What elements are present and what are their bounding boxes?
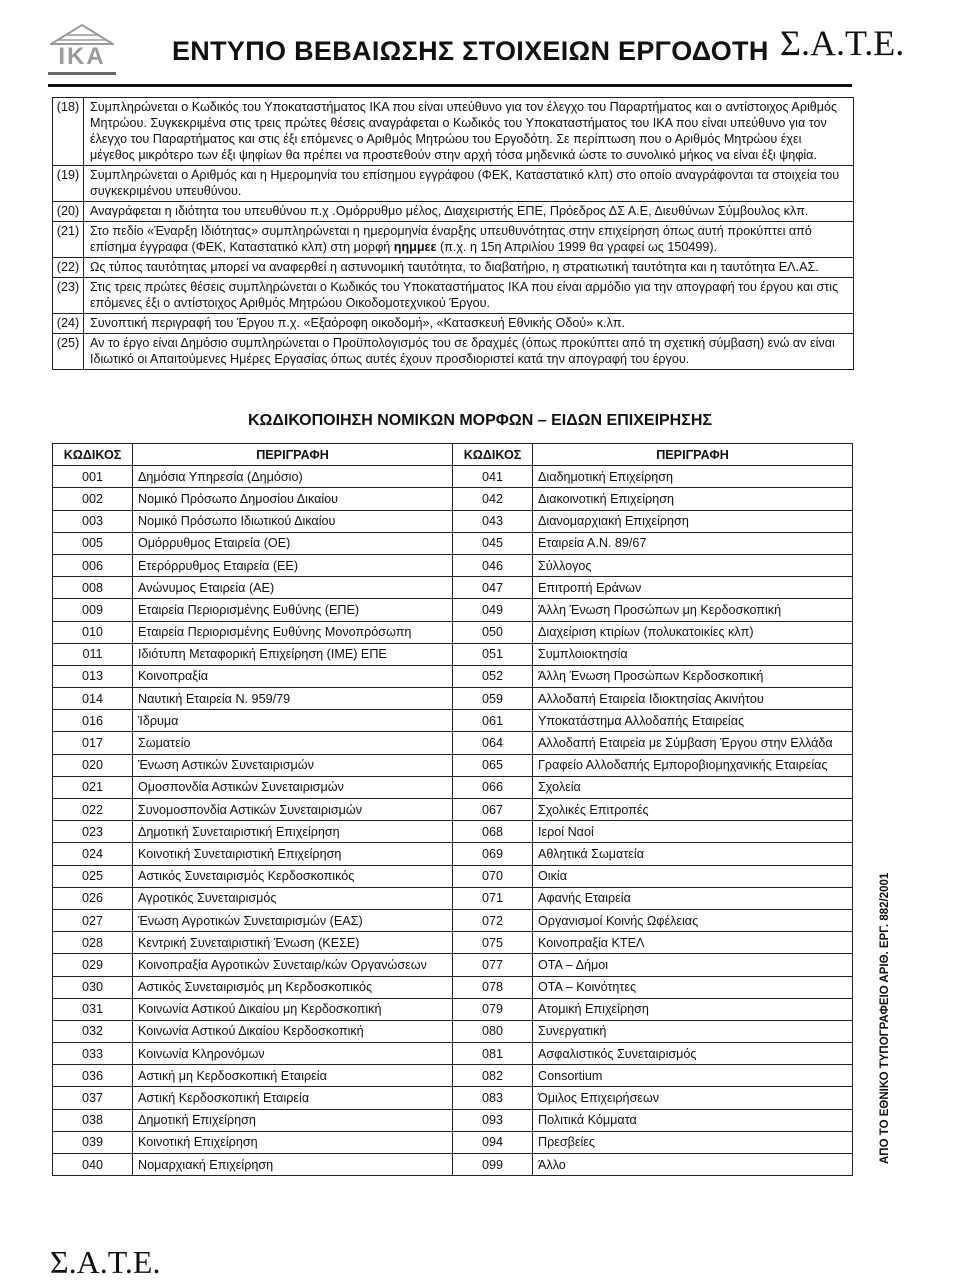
table-row [53,1109,853,1131]
description-cell: Consortium [533,1065,853,1087]
sate-stamp-top: Σ.Α.Τ.Ε. [780,23,905,63]
code-cell: 030 [53,976,133,998]
table-row [53,554,853,576]
code-cell: 039 [53,1131,133,1153]
description-cell: Άλλη Ένωση Προσώπων μη Κερδοσκοπική [533,599,853,621]
description-cell: Ναυτική Εταιρεία Ν. 959/79 [133,688,453,710]
code-cell: 021 [53,776,133,798]
description-cell: Διανομαρχιακή Επιχείρηση [533,510,853,532]
code-cell: 067 [453,799,533,821]
code-cell: 008 [53,577,133,599]
code-cell: 005 [53,532,133,554]
code-cell: 080 [453,1020,533,1042]
code-cell: 065 [453,754,533,776]
description-cell: Ίδρυμα [133,710,453,732]
code-cell: 094 [453,1131,533,1153]
note-number: (25) [53,334,84,370]
code-cell: 014 [53,688,133,710]
code-cell: 066 [453,776,533,798]
description-cell: Αλλοδαπή Εταιρεία Ιδιοκτησίας Ακινήτου [533,688,853,710]
description-cell: Ομοσπονδία Αστικών Συνεταιρισμών [133,776,453,798]
note-number: (18) [53,98,84,166]
description-cell: Δημόσια Υπηρεσία (Δημόσιο) [133,466,453,488]
printer-side-note: ΑΠΟ ΤΟ ΕΘΝΙΚΟ ΤΥΠΟΓΡΑΦΕΙΟ ΑΡΙΘ. ΕΡΓ. 882/2001 [879,872,891,1164]
table-row [53,976,853,998]
note-text: Συμπληρώνεται ο Αριθμός και η Ημερομηνία του επίσημου εγγράφου (ΦΕΚ, Καταστατικό κλπ) στο οποίο αναγράφονται τα στοιχεία του συγκεκριμένου υπευθύνου. [84,166,854,202]
table-header-row [53,444,853,466]
code-cell: 072 [453,909,533,931]
code-cell: 049 [453,599,533,621]
code-cell: 022 [53,799,133,821]
table-row [53,776,853,798]
note-number: (19) [53,166,84,202]
code-cell: 032 [53,1020,133,1042]
description-cell: Αστική Κερδοσκοπική Εταιρεία [133,1087,453,1109]
description-cell: Δημοτική Συνεταιριστική Επιχείρηση [133,821,453,843]
description-cell: Διακοινοτική Επιχείρηση [533,488,853,510]
description-cell: Κοινοτική Συνεταιριστική Επιχείρηση [133,843,453,865]
description-cell: Αθλητικά Σωματεία [533,843,853,865]
description-cell: Νομικό Πρόσωπο Δημοσίου Δικαίου [133,488,453,510]
code-cell: 093 [453,1109,533,1131]
code-cell: 075 [453,932,533,954]
description-cell: Σχολικές Επιτροπές [533,799,853,821]
description-cell: Αλλοδαπή Εταιρεία με Σύμβαση Έργου στην Ελλάδα [533,732,853,754]
column-header-code: ΚΩΔΙΚΟΣ [453,444,533,466]
code-cell: 082 [453,1065,533,1087]
note-number: (22) [53,258,84,278]
column-header-code: ΚΩΔΙΚΟΣ [53,444,133,466]
note-text-part: Στο πεδίο «Έναρξη Ιδιότητας» συμπληρώνεται η ημερομηνία έναρξης υπευθυνότητας στην επιχείρηση όπως αυτή προκύπτει από επίσημα έγγραφα (ΦΕΚ, Καταστατικό κλπ) στη μορφή [90,224,812,254]
code-cell: 077 [453,954,533,976]
note-row [53,314,854,334]
code-cell: 052 [453,665,533,687]
sate-stamp-bottom: Σ.Α.Τ.Ε. [50,1244,161,1280]
description-cell: Πρεσβείες [533,1131,853,1153]
table-row [53,1131,853,1153]
code-cell: 010 [53,621,133,643]
ika-logo-text: IKA [58,43,106,70]
code-cell: 037 [53,1087,133,1109]
code-cell: 050 [453,621,533,643]
code-cell: 017 [53,732,133,754]
description-cell: Κοινοπραξία ΚΤΕΛ [533,932,853,954]
description-cell: Ένωση Αγροτικών Συνεταιρισμών (ΕΑΣ) [133,909,453,931]
code-cell: 036 [53,1065,133,1087]
description-cell: Νομικό Πρόσωπο Ιδιωτικού Δικαίου [133,510,453,532]
description-cell: Εταιρεία Περιορισμένης Ευθύνης Μονοπρόσωπη [133,621,453,643]
table-row [53,909,853,931]
code-cell: 081 [453,1043,533,1065]
code-cell: 078 [453,976,533,998]
column-header-description: ΠΕΡΙΓΡΑΦΗ [533,444,853,466]
description-cell: Κοινωνία Κληρονόμων [133,1043,453,1065]
code-cell: 027 [53,909,133,931]
table-row [53,821,853,843]
code-cell: 020 [53,754,133,776]
description-cell: Αστικός Συνεταιρισμός μη Κερδοσκοπικός [133,976,453,998]
note-number: (24) [53,314,84,334]
description-cell: Σχολεία [533,776,853,798]
description-cell: Κοινοπραξία Αγροτικών Συνεταιρ/κών Οργανώσεων [133,954,453,976]
description-cell: Οικία [533,865,853,887]
note-text [84,222,854,258]
description-cell: Αφανής Εταιρεία [533,887,853,909]
description-cell: Ατομική Επιχείρηση [533,998,853,1020]
description-cell: Εταιρεία Α.Ν. 89/67 [533,532,853,554]
description-cell: Γραφείο Αλλοδαπής Εμποροβιομηχανικής Εταιρείας [533,754,853,776]
table-row [53,954,853,976]
description-cell: Ιδιότυπη Μεταφορική Επιχείρηση (ΙΜΕ) ΕΠΕ [133,643,453,665]
description-cell: Ιεροί Ναοί [533,821,853,843]
table-row [53,577,853,599]
table-row [53,754,853,776]
code-cell: 025 [53,865,133,887]
code-cell: 047 [453,577,533,599]
note-number: (20) [53,202,84,222]
description-cell: Αστικός Συνεταιρισμός Κερδοσκοπικός [133,865,453,887]
code-cell: 051 [453,643,533,665]
note-row [53,278,854,314]
description-cell: Κεντρική Συνεταιριστική Ένωση (ΚΕΣΕ) [133,932,453,954]
code-cell: 026 [53,887,133,909]
code-cell: 013 [53,665,133,687]
table-row [53,1154,853,1176]
code-cell: 059 [453,688,533,710]
description-cell: Ένωση Αστικών Συνεταιρισμών [133,754,453,776]
table-row [53,1043,853,1065]
code-cell: 028 [53,932,133,954]
table-row [53,998,853,1020]
code-cell: 064 [453,732,533,754]
table-row [53,466,853,488]
legal-form-codes-table [52,443,853,1176]
description-cell: Κοινοτική Επιχείρηση [133,1131,453,1153]
table-row [53,599,853,621]
description-cell: Άλλη Ένωση Προσώπων Κερδοσκοπική [533,665,853,687]
description-cell: Κοινωνία Αστικού Δικαίου μη Κερδοσκοπική [133,998,453,1020]
ika-logo [48,24,116,74]
note-text: Συνοπτική περιγραφή του Έργου π.χ. «Εξαόροφη οικοδομή», «Κατασκευή Εθνικής Οδού» κ.λπ. [84,314,854,334]
description-cell: Σύλλογος [533,554,853,576]
description-cell: Οργανισμοί Κοινής Ωφέλειας [533,909,853,931]
note-text-part: (π.χ. η 15η Απριλίου 1999 θα γραφεί ως 150499). [436,240,718,254]
description-cell: Δημοτική Επιχείρηση [133,1109,453,1131]
code-cell: 070 [453,865,533,887]
note-row [53,98,854,166]
code-cell: 045 [453,532,533,554]
table-row [53,732,853,754]
column-header-description: ΠΕΡΙΓΡΑΦΗ [133,444,453,466]
table-row [53,532,853,554]
note-text: Αν το έργο είναι Δημόσιο συμπληρώνεται ο Προϋπολογισμός του σε δραχμές (όπως προκύπτει από τη σχετική σύμβαση) ενώ αν είναι Ιδιωτικό οι Απαιτούμενες Ημέρες Εργασίας όπως αυτές έχουν προσδιοριστεί κατά την απογραφή του έργου. [84,334,854,370]
table-row [53,1020,853,1042]
logo-underline [48,72,116,75]
document-title: ΕΝΤΥΠΟ ΒΕΒΑΙΩΣΗΣ ΣΤΟΙΧΕΙΩΝ ΕΡΓΟΔΟΤΗ [172,36,769,66]
table-row [53,688,853,710]
code-cell: 083 [453,1087,533,1109]
code-cell: 042 [453,488,533,510]
description-cell: Άλλο [533,1154,853,1176]
note-row [53,334,854,370]
code-cell: 040 [53,1154,133,1176]
description-cell: Σωματείο [133,732,453,754]
code-cell: 069 [453,843,533,865]
code-cell: 099 [453,1154,533,1176]
code-cell: 041 [453,466,533,488]
table-row [53,488,853,510]
description-cell: Αγροτικός Συνεταιρισμός [133,887,453,909]
note-row [53,258,854,278]
table-row [53,510,853,532]
table-row [53,710,853,732]
code-cell: 006 [53,554,133,576]
table-row [53,799,853,821]
note-number: (21) [53,222,84,258]
code-cell: 016 [53,710,133,732]
section-title: ΚΩΔΙΚΟΠΟΙΗΣΗ ΝΟΜΙΚΩΝ ΜΟΡΦΩΝ – ΕΙΔΩΝ ΕΠΙΧΕΙΡΗΣΗΣ [248,412,712,429]
description-cell: Εταιρεία Περιορισμένης Ευθύνης (ΕΠΕ) [133,599,453,621]
table-row [53,887,853,909]
description-cell: Νομαρχιακή Επιχείρηση [133,1154,453,1176]
table-row [53,643,853,665]
table-row [53,665,853,687]
code-cell: 023 [53,821,133,843]
description-cell: Ασφαλιστικός Συνεταιρισμός [533,1043,853,1065]
notes-table [52,97,854,370]
description-cell: Ανώνυμος Εταιρεία (ΑΕ) [133,577,453,599]
code-cell: 046 [453,554,533,576]
description-cell: Ετερόρρυθμος Εταιρεία (ΕΕ) [133,554,453,576]
note-text: Στις τρεις πρώτες θέσεις συμπληρώνεται ο Κωδικός του Υποκαταστήματος ΙΚΑ που είναι αρμόδιο για την απογραφή του έργου και στις επόμενες έξι ο αντίστοιχος Αριθμός Μητρώου Οικοδομοτεχνικού Έργου. [84,278,854,314]
code-cell: 024 [53,843,133,865]
code-cell: 029 [53,954,133,976]
code-cell: 038 [53,1109,133,1131]
code-cell: 033 [53,1043,133,1065]
code-cell: 002 [53,488,133,510]
code-cell: 079 [453,998,533,1020]
note-row [53,166,854,202]
table-row [53,843,853,865]
code-cell: 003 [53,510,133,532]
description-cell: ΟΤΑ – Κοινότητες [533,976,853,998]
description-cell: ΟΤΑ – Δήμοι [533,954,853,976]
table-row [53,1065,853,1087]
description-cell: Επιτροπή Εράνων [533,577,853,599]
description-cell: Διαχείριση κτιρίων (πολυκατοικίες κλπ) [533,621,853,643]
codes-table-body [53,466,853,1176]
note-text: Αναγράφεται η ιδιότητα του υπευθύνου π.χ .Ομόρρυθμο μέλος, Διαχειριστής ΕΠΕ, Πρόεδρος ΔΣ Α.Ε, Διευθύνων Σύμβουλος κλπ. [84,202,854,222]
description-cell: Αστική μη Κερδοσκοπική Εταιρεία [133,1065,453,1087]
header-divider [48,84,852,87]
note-text: Συμπληρώνεται ο Κωδικός του Υποκαταστήματος ΙΚΑ που είναι υπεύθυνο για τον έλεγχο του Παραρτήματος και ο αντίστοιχος Αριθμός Μητρώου. Συγκεκριμένα στις τρεις πρώτες θέσεις αναγράφεται ο Κωδικός του Υποκαταστήματος του ΙΚΑ που είναι υπεύθυνο για τον έλεγχο του Παραρτήματος και στις έξι επόμενες ο Αριθμός Μητρώου του Εργοδότη. Σε περίπτωση που ο Αριθμός Μητρώου έχει μέγεθος μικρότερο των έξι ψηφίων θα πρέπει να προστεθούν στην αρχή τόσα μηδενικά ώστε το συνολικό μήκος να είναι έξι ψηφία. [84,98,854,166]
description-cell: Διαδημοτική Επιχείρηση [533,466,853,488]
code-cell: 043 [453,510,533,532]
note-row [53,222,854,258]
description-cell: Ομόρρυθμος Εταιρεία (ΟΕ) [133,532,453,554]
table-row [53,1087,853,1109]
description-cell: Κοινοπραξία [133,665,453,687]
description-cell: Συνεργατική [533,1020,853,1042]
code-cell: 068 [453,821,533,843]
description-cell: Κοινωνία Αστικού Δικαίου Κερδοσκοπική [133,1020,453,1042]
note-text: Ως τύπος ταυτότητας μπορεί να αναφερθεί η αστυνομική ταυτότητα, το διαβατήριο, η στρατιωτική ταυτότητα και η ταυτότητα ΕΛ.ΑΣ. [84,258,854,278]
note-row [53,202,854,222]
table-row [53,621,853,643]
description-cell: Υποκατάστημα Αλλοδαπής Εταιρείας [533,710,853,732]
description-cell: Πολιτικά Κόμματα [533,1109,853,1131]
description-cell: Όμιλος Επιχειρήσεων [533,1087,853,1109]
code-cell: 031 [53,998,133,1020]
code-cell: 061 [453,710,533,732]
description-cell: Συνομοσπονδία Αστικών Συνεταιρισμών [133,799,453,821]
code-cell: 009 [53,599,133,621]
code-cell: 001 [53,466,133,488]
code-cell: 071 [453,887,533,909]
table-row [53,932,853,954]
code-cell: 011 [53,643,133,665]
table-row [53,865,853,887]
description-cell: Συμπλοιοκτησία [533,643,853,665]
date-format-example: ηημμεε [393,240,437,254]
note-number: (23) [53,278,84,314]
